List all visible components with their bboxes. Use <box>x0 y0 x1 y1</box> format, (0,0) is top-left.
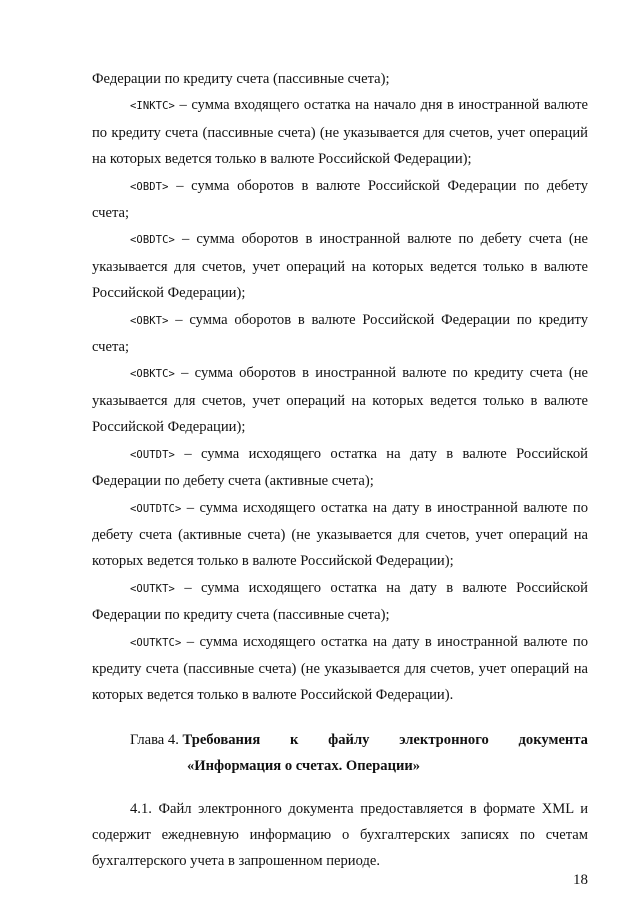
paragraph-text: Федерации по кредиту счета (пассивные счета); <box>92 71 390 87</box>
field-tag: <OUTKT> <box>130 582 175 595</box>
section-paragraph: 4.1. Файл электронного документа предоставляется в формате XML и содержит ежедневную информацию о бухгалтерских записях по счетам бухгалтерского учета в запрошенном периоде. <box>92 800 588 870</box>
field-tag: <OUTKTC> <box>130 636 182 649</box>
chapter-word: файлу <box>328 731 370 748</box>
paragraph <box>92 441 588 495</box>
paragraph <box>92 575 588 629</box>
chapter-title-start <box>130 727 260 753</box>
paragraph-text: – сумма исходящего остатка на дату в валюте Российской Федерации по дебету счета (активные счета); <box>92 445 588 490</box>
paragraph <box>92 226 588 306</box>
chapter-label: Глава 4. <box>130 731 179 748</box>
paragraph <box>92 307 588 361</box>
paragraph <box>92 360 588 440</box>
chapter-word: к <box>289 731 299 748</box>
paragraph <box>92 173 588 227</box>
paragraph-text: – сумма оборотов в валюте Российской Федерации по кредиту счета; <box>92 311 588 356</box>
paragraph-text: – сумма исходящего остатка на дату в иностранной валюте по кредиту счета (пассивные счета) (не указывается для счетов, учет операций на которых ведется только в валюте Российской Федерации). <box>92 633 588 704</box>
field-tag: <OBDTC> <box>130 234 175 247</box>
paragraph <box>92 495 588 575</box>
paragraph-text: – сумма исходящего остатка на дату в иностранной валюте по дебету счета (активные счета) (не указывается для счетов, учет операций на которых ведется только в валюте Российской Федерации); <box>92 499 588 570</box>
chapter-word: документа <box>518 731 588 748</box>
paragraph <box>92 92 588 172</box>
field-tag: <OBDT> <box>130 180 169 193</box>
paragraph-text: – сумма оборотов в иностранной валюте по кредиту счета (не указывается для счетов, учет операций на которых ведется только в валюте Российской Федерации); <box>92 365 588 436</box>
chapter-heading <box>92 727 588 780</box>
field-tag: <OBKT> <box>130 314 169 327</box>
chapter-heading-line <box>92 727 588 753</box>
paragraph-text: – сумма исходящего остатка на дату в валюте Российской Федерации по кредиту счета (пассивные счета); <box>92 579 588 624</box>
paragraph-text: – сумма оборотов в иностранной валюте по дебету счета (не указывается для счетов, учет операций на которых ведется только в валюте Российской Федерации); <box>92 231 588 302</box>
field-tag: <OUTDTC> <box>130 502 182 515</box>
chapter-word: электронного <box>399 731 489 748</box>
paragraph <box>92 629 588 709</box>
field-tag: <OUTDT> <box>130 448 175 461</box>
paragraph-text: – сумма оборотов в валюте Российской Федерации по дебету счета; <box>92 177 588 222</box>
paragraph-text: – сумма входящего остатка на начало дня в иностранной валюте по кредиту счета (пассивные счета) (не указывается для счетов, учет операций на которых ведется только в валюте Российской Федерации); <box>92 97 588 168</box>
paragraph <box>92 66 588 92</box>
field-tag: <OBKTC> <box>130 368 175 381</box>
chapter-word: Требования <box>182 731 261 748</box>
field-tag: <INKTC> <box>130 100 175 113</box>
chapter-title-line2: «Информация о счетах. Операции» <box>187 758 421 775</box>
page-number: 18 <box>573 872 588 888</box>
body-text <box>92 66 588 875</box>
